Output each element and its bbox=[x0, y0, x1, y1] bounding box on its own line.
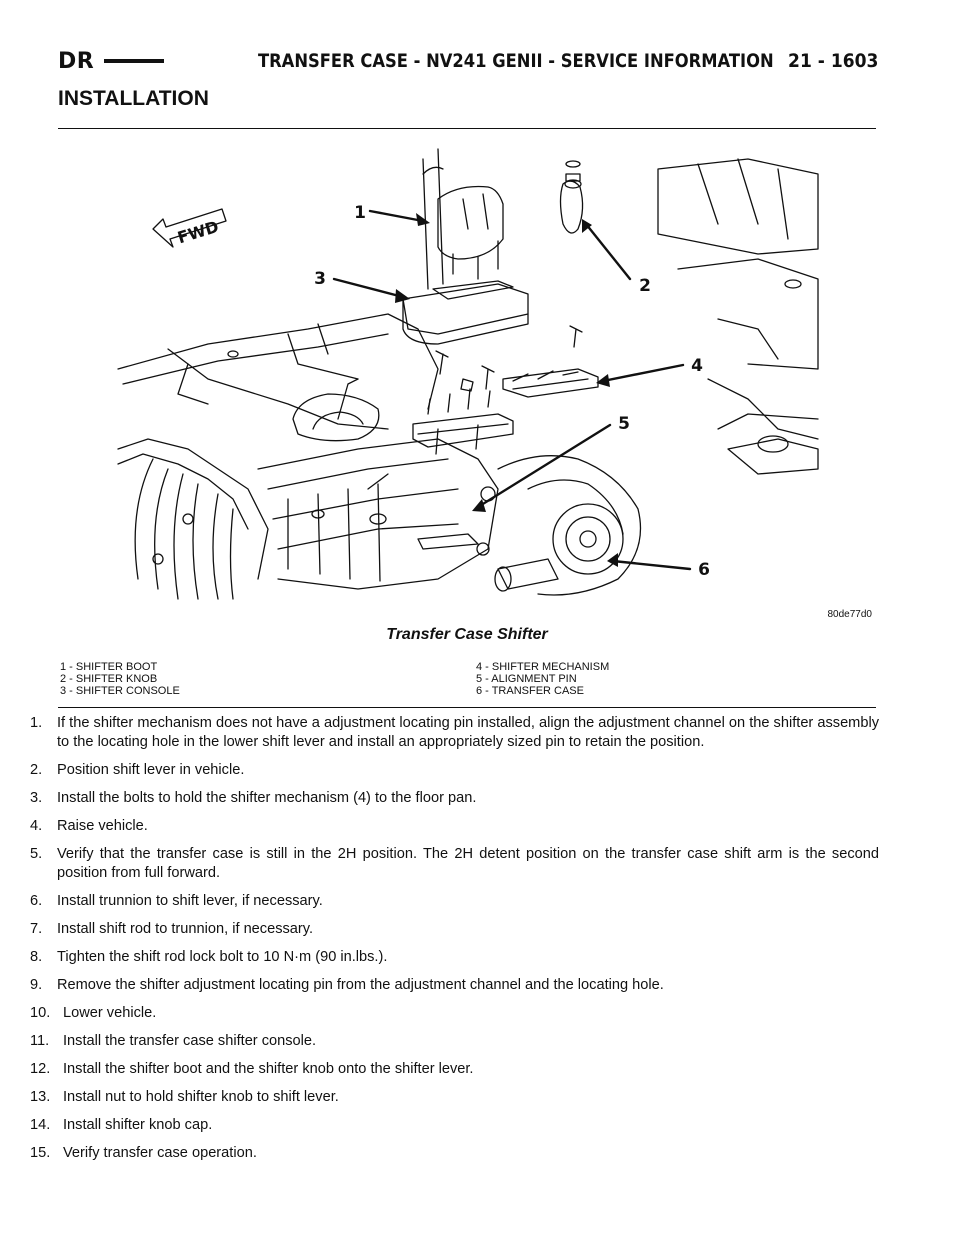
step-item bbox=[30, 948, 879, 967]
step-number: 10. bbox=[30, 1005, 51, 1021]
step-number: 7. bbox=[30, 921, 43, 937]
step-item bbox=[30, 1032, 879, 1051]
step-text: If the shifter mechanism does not have a adjustment locating pin installed, align the adjustment channel on the shifter assembly to the locating hole in the lower shift lever and install an appropriately sized pin to retain the position. bbox=[57, 715, 879, 750]
figure-code: 80de77d0 bbox=[827, 609, 872, 620]
step-number: 9. bbox=[30, 977, 43, 993]
step-number: 1. bbox=[30, 715, 43, 731]
step-text: Verify transfer case operation. bbox=[63, 1145, 257, 1161]
step-number: 5. bbox=[30, 846, 43, 862]
step-item bbox=[30, 976, 879, 995]
step-text: Install the shifter boot and the shifter knob onto the shifter lever. bbox=[63, 1061, 474, 1077]
step-item bbox=[30, 845, 879, 883]
callout-2: 2 bbox=[639, 276, 651, 296]
legend-item: 5 - ALIGNMENT PIN bbox=[476, 673, 577, 685]
figure-caption: Transfer Case Shifter bbox=[386, 626, 548, 643]
step-item bbox=[30, 714, 879, 752]
fwd-label: FWD bbox=[175, 216, 221, 248]
step-number: 13. bbox=[30, 1089, 51, 1105]
header-title: TRANSFER CASE - NV241 GENII - SERVICE INFORMATION bbox=[257, 50, 774, 72]
legend-item: 2 - SHIFTER KNOB bbox=[60, 673, 158, 685]
step-number: 11. bbox=[30, 1033, 50, 1049]
step-text: Raise vehicle. bbox=[57, 818, 148, 834]
step-item bbox=[30, 761, 879, 780]
callout-4: 4 bbox=[691, 356, 703, 376]
header-page-number: 21 - 1603 bbox=[787, 50, 878, 72]
step-item bbox=[30, 920, 879, 939]
step-item bbox=[30, 789, 879, 808]
step-number: 14. bbox=[30, 1117, 51, 1133]
step-number: 2. bbox=[30, 762, 43, 778]
section-title: INSTALLATION bbox=[58, 87, 209, 110]
legend-item: 6 - TRANSFER CASE bbox=[476, 685, 584, 697]
step-text: Install nut to hold shifter knob to shift lever. bbox=[63, 1089, 339, 1105]
step-text: Tighten the shift rod lock bolt to 10 N·m (90 in.lbs.). bbox=[57, 949, 388, 965]
step-text: Install the transfer case shifter console. bbox=[63, 1033, 317, 1049]
step-text: Install shift rod to trunnion, if necessary. bbox=[57, 921, 314, 937]
step-number: 6. bbox=[30, 893, 43, 909]
step-item bbox=[30, 1004, 879, 1023]
step-text: Position shift lever in vehicle. bbox=[57, 762, 245, 778]
legend-column-right bbox=[476, 661, 609, 697]
step-item bbox=[30, 817, 879, 836]
legend-column-left bbox=[60, 661, 180, 697]
installation-steps bbox=[30, 714, 879, 1172]
step-text: Install shifter knob cap. bbox=[63, 1117, 213, 1133]
step-number: 8. bbox=[30, 949, 43, 965]
step-number: 3. bbox=[30, 790, 43, 806]
callout-5: 5 bbox=[618, 414, 630, 434]
step-item bbox=[30, 892, 879, 911]
step-item bbox=[30, 1144, 879, 1163]
legend-item: 1 - SHIFTER BOOT bbox=[60, 661, 158, 673]
callout-3: 3 bbox=[314, 269, 326, 289]
header-rule bbox=[104, 59, 164, 63]
figure bbox=[58, 128, 876, 708]
step-text: Lower vehicle. bbox=[63, 1005, 157, 1021]
legend-item: 4 - SHIFTER MECHANISM bbox=[476, 661, 610, 673]
callout-1: 1 bbox=[354, 203, 366, 223]
legend-item: 3 - SHIFTER CONSOLE bbox=[60, 685, 180, 697]
step-text: Remove the shifter adjustment locating pin from the adjustment channel and the locating hole. bbox=[57, 977, 664, 993]
callout-6: 6 bbox=[698, 560, 710, 580]
step-number: 12. bbox=[30, 1061, 51, 1077]
step-text: Verify that the transfer case is still in the 2H position. The 2H detent position on the transfer case shift arm is the second position from full forward. bbox=[57, 846, 879, 881]
step-item bbox=[30, 1116, 879, 1135]
step-item bbox=[30, 1088, 879, 1107]
header-model-code: DR bbox=[58, 48, 95, 74]
shifter-illustration bbox=[58, 129, 876, 609]
step-number: 15. bbox=[30, 1145, 51, 1161]
step-text: Install the bolts to hold the shifter mechanism (4) to the floor pan. bbox=[57, 790, 477, 806]
step-text: Install trunnion to shift lever, if necessary. bbox=[57, 893, 323, 909]
step-number: 4. bbox=[30, 818, 43, 834]
step-item bbox=[30, 1060, 879, 1079]
page-header bbox=[58, 44, 878, 78]
